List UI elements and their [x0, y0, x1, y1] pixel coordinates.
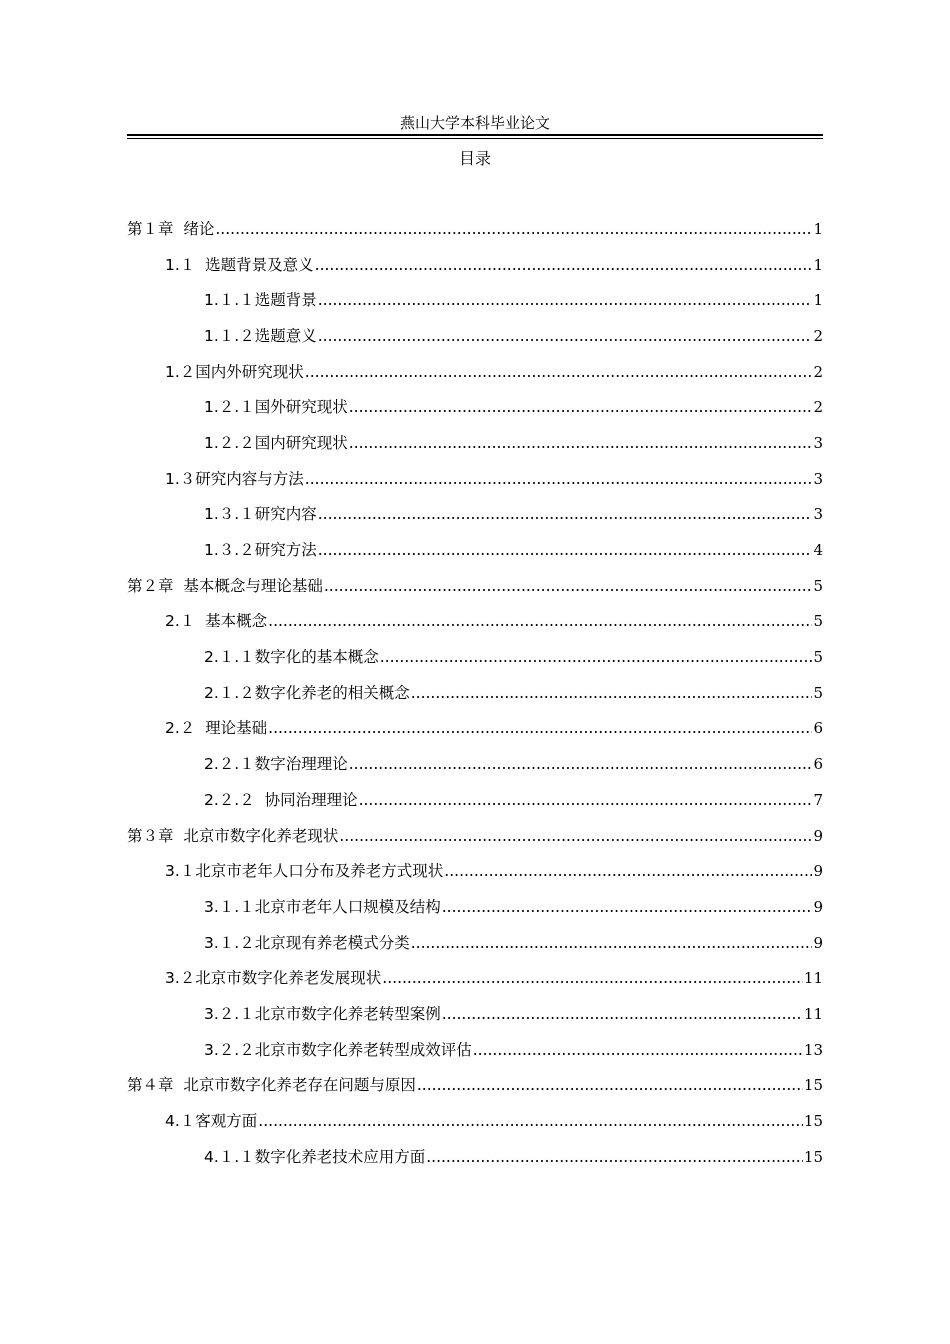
toc-entry-label: 1.１ 选题背景及意义 [165, 255, 314, 274]
toc-entry[interactable] [127, 1139, 823, 1175]
toc-entry-page-number: 9 [813, 897, 823, 916]
toc-entry-label: 2.２ 理论基础 [165, 719, 268, 738]
toc-entry[interactable] [127, 318, 823, 354]
toc-leader-dots [349, 433, 813, 453]
toc-leader-dots [426, 1147, 803, 1167]
toc-leader-dots [442, 897, 813, 917]
toc-leader-dots [444, 861, 812, 881]
toc-leader-dots [349, 397, 813, 417]
toc-entry-label: 2.１ 基本概念 [165, 612, 268, 631]
toc-leader-dots [359, 790, 813, 810]
toc-leader-dots [318, 290, 813, 310]
toc-entry-label: 1.２.１国外研究现状 [204, 398, 348, 417]
toc-entry-page-number: 15 [803, 1112, 823, 1131]
toc-entry[interactable] [127, 604, 823, 640]
toc-entry[interactable] [127, 746, 823, 782]
toc-entry[interactable] [127, 568, 823, 604]
toc-leader-dots [411, 683, 813, 703]
toc-entry-label: 1.１.２选题意义 [204, 326, 317, 345]
toc-entry-label: 第４章 北京市数字化养老存在问题与原因 [127, 1076, 416, 1095]
toc-entry-page-number: 6 [813, 719, 823, 738]
toc-entry[interactable] [127, 675, 823, 711]
toc-leader-dots [339, 826, 812, 846]
toc-leader-dots [258, 1111, 803, 1131]
toc-entry-page-number: 1 [813, 291, 823, 310]
toc-leader-dots [382, 968, 803, 988]
toc-entry-label: 1.３.１研究内容 [204, 505, 317, 524]
toc-leader-dots [411, 933, 813, 953]
toc-leader-dots [473, 1040, 803, 1060]
toc-entry-label: 3.２.２北京市数字化养老转型成效评估 [204, 1040, 472, 1059]
toc-entry[interactable] [127, 461, 823, 497]
toc-entry[interactable] [127, 211, 823, 247]
toc-entry-label: 第１章 绪论 [127, 219, 215, 238]
toc-entry-label: 3.１北京市老年人口分布及养老方式现状 [165, 862, 444, 881]
toc-leader-dots [318, 326, 813, 346]
toc-leader-dots [268, 718, 812, 738]
header-rule-thick [127, 134, 823, 136]
toc-entry-page-number: 9 [813, 933, 823, 952]
toc-entry[interactable] [127, 354, 823, 390]
toc-entry[interactable] [127, 711, 823, 747]
toc-entry-label: 3.２北京市数字化养老发展现状 [165, 969, 382, 988]
toc-leader-dots [268, 611, 812, 631]
toc-entry-page-number: 5 [813, 576, 823, 595]
toc-leader-dots [318, 504, 813, 524]
toc-entry-page-number: 11 [803, 969, 823, 988]
toc-entry[interactable] [127, 532, 823, 568]
toc-title: 目录 [458, 149, 491, 168]
toc-entry[interactable] [127, 497, 823, 533]
toc-entry-page-number: 3 [813, 505, 823, 524]
toc-entry-page-number: 15 [803, 1147, 823, 1166]
toc-leader-dots [324, 576, 813, 596]
toc-entry-page-number: 3 [813, 469, 823, 488]
toc-entry-page-number: 1 [813, 255, 823, 274]
toc-entry-page-number: 3 [813, 433, 823, 452]
toc-entry-page-number: 7 [813, 790, 823, 809]
toc-entry-page-number: 9 [813, 862, 823, 881]
toc-entry[interactable] [127, 1103, 823, 1139]
toc-entry-label: 第２章 基本概念与理论基础 [127, 576, 323, 595]
toc-leader-dots [380, 647, 813, 667]
toc-leader-dots [417, 1075, 803, 1095]
toc-entry-label: 1.３研究内容与方法 [165, 469, 304, 488]
toc-entry-page-number: 6 [813, 755, 823, 774]
toc-entry-page-number: 2 [813, 362, 823, 381]
toc-entry-label: 3.２.１北京市数字化养老转型案例 [204, 1004, 441, 1023]
toc-leader-dots [305, 469, 813, 489]
toc-leader-dots [442, 1004, 803, 1024]
toc-entry-label: 4.１客观方面 [165, 1112, 258, 1131]
toc-entry-page-number: 2 [813, 398, 823, 417]
toc-entry[interactable] [127, 425, 823, 461]
toc-entry[interactable] [127, 282, 823, 318]
toc-entry-page-number: 15 [803, 1076, 823, 1095]
toc-leader-dots [315, 255, 813, 275]
toc-leader-dots [215, 219, 812, 239]
toc-entry-label: 1.３.２研究方法 [204, 541, 317, 560]
toc-entry-label: 1.２.２国内研究现状 [204, 433, 348, 452]
toc-entry-page-number: 9 [813, 826, 823, 845]
toc-entry-label: 2.１.２数字化养老的相关概念 [204, 683, 410, 702]
toc-entry-label: 4.１.１数字化养老技术应用方面 [204, 1147, 426, 1166]
toc-entry[interactable] [127, 960, 823, 996]
table-of-contents [127, 211, 823, 1175]
toc-entry-page-number: 1 [813, 219, 823, 238]
toc-entry-page-number: 11 [803, 1004, 823, 1023]
toc-entry-page-number: 5 [813, 683, 823, 702]
toc-leader-dots [305, 362, 813, 382]
toc-leader-dots [349, 754, 813, 774]
toc-entry[interactable] [127, 889, 823, 925]
running-header: 燕山大学本科毕业论文 [399, 114, 550, 132]
toc-entry-label: 1.２国内外研究现状 [165, 362, 304, 381]
toc-entry[interactable] [127, 818, 823, 854]
toc-entry-page-number: 13 [803, 1040, 823, 1059]
toc-entry-page-number: 5 [813, 648, 823, 667]
header-rule-thin [127, 138, 823, 139]
toc-entry-label: 2.１.１数字化的基本概念 [204, 648, 379, 667]
toc-entry-label: 第３章 北京市数字化养老现状 [127, 826, 339, 845]
toc-entry[interactable] [127, 247, 823, 283]
toc-entry-label: 3.１.１北京市老年人口规模及结构 [204, 897, 441, 916]
toc-entry-label: 3.１.２北京现有养老模式分类 [204, 933, 410, 952]
toc-leader-dots [318, 540, 813, 560]
toc-entry[interactable] [127, 925, 823, 961]
toc-entry[interactable] [127, 996, 823, 1032]
toc-entry[interactable] [127, 853, 823, 889]
toc-entry[interactable] [127, 389, 823, 425]
toc-entry-page-number: 2 [813, 326, 823, 345]
toc-entry[interactable] [127, 1032, 823, 1068]
toc-entry-label: 2.２.２ 协同治理理论 [204, 790, 358, 809]
toc-entry-label: 2.２.１数字治理理论 [204, 755, 348, 774]
toc-entry[interactable] [127, 1068, 823, 1104]
toc-entry-label: 1.１.１选题背景 [204, 291, 317, 310]
toc-entry[interactable] [127, 782, 823, 818]
toc-entry-page-number: 5 [813, 612, 823, 631]
toc-entry[interactable] [127, 639, 823, 675]
toc-entry-page-number: 4 [813, 541, 823, 560]
